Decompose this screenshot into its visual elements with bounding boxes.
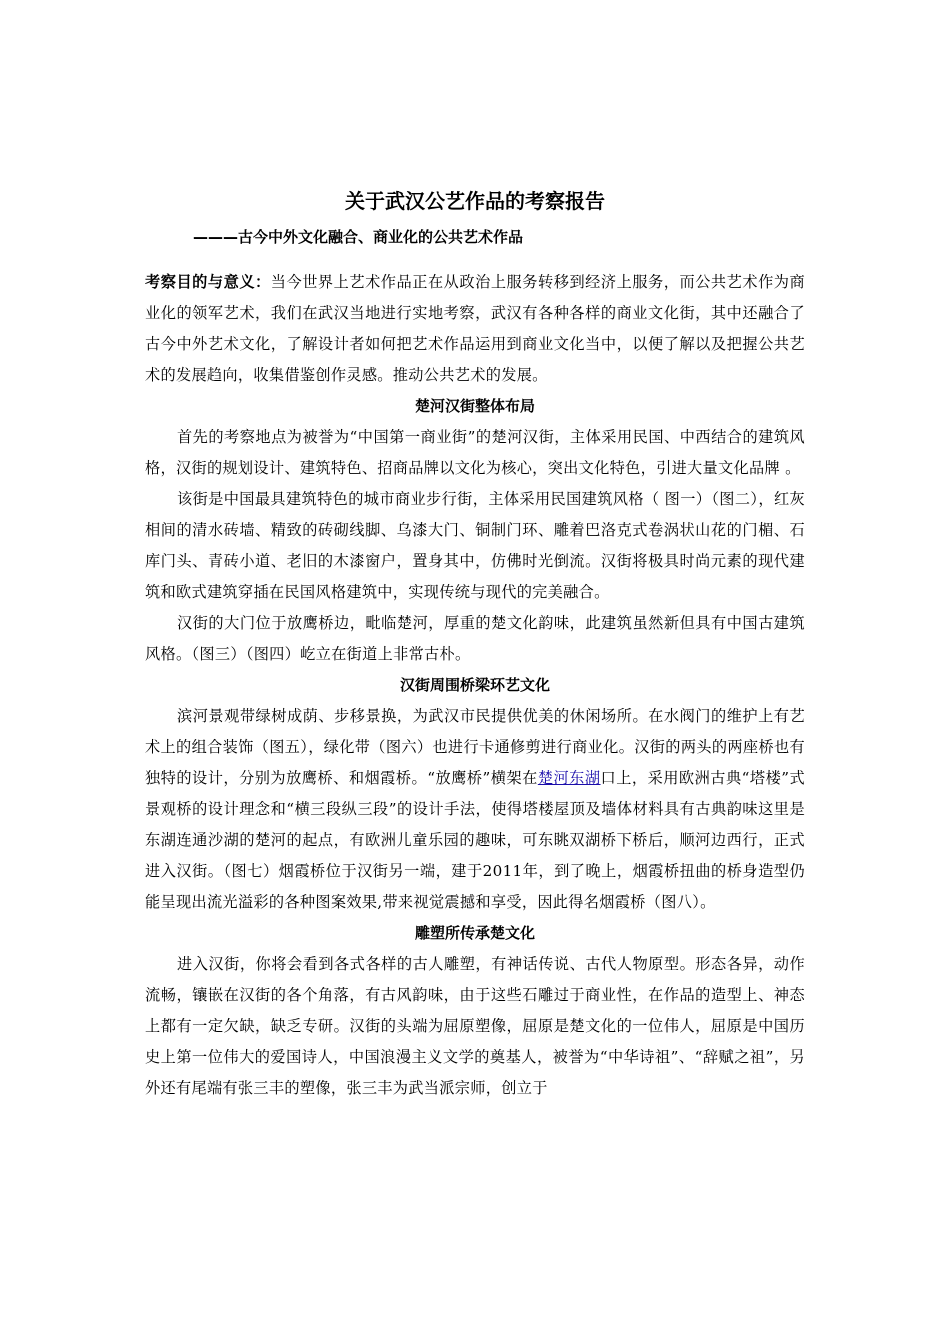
document-subtitle: ———古今中外文化融合、商业化的公共艺术作品 [193, 228, 524, 246]
chuhe-donghu-link[interactable]: 楚河东湖 [537, 769, 601, 787]
section1-paragraph-3: 汉街的大门位于放鹰桥边，毗临楚河，厚重的楚文化韵味，此建筑虽然新但具有中国古建筑风格。（图三）（图四）屹立在街道上非常古朴。 [145, 614, 805, 663]
purpose-paragraph [145, 267, 805, 391]
purpose-label: 考察目的与意义： [145, 273, 271, 291]
section2-paragraph-1 [145, 701, 805, 918]
section1-paragraph-1: 首先的考察地点为被誉为“中国第一商业街”的楚河汉街，主体采用民国、中西结合的建筑风格，汉街的规划设计、建筑特色、招商品牌以文化为核心，突出文化特色，引进大量文化品牌 。 [145, 428, 805, 477]
section2-text-before-link: 滨河景观带绿树成荫、步移景换，为武汉市民提供优美的休闲场所。在水阀门的维护上有艺术上的组合装饰（图五），绿化带（图六）也进行卡通修剪进行商业化。汉街的两头的两座桥也有独特的设计，分别为放鹰桥、和烟霞桥。“放鹰桥”横架在 [145, 707, 805, 787]
document-title: 关于武汉公艺作品的考察报告 [345, 189, 605, 213]
purpose-text: 当今世界上艺术作品正在从政治上服务转移到经济上服务，而公共艺术作为商业化的领军艺术，我们在武汉当地进行实地考察，武汉有各种各样的商业文化街，其中还融合了古今中外艺术文化，了解设计者如何把艺术作品运用到商业文化当中，以便了解以及把握公共艺术的发展趋向，收集借鉴创作灵感。推动公共艺术的发展。 [145, 273, 805, 384]
section2-text-after-link: 口上，采用欧洲古典“塔楼”式景观桥的设计理念和“横三段纵三段”的设计手法，使得塔楼屋顶及墙体材料具有古典韵味这里是东湖连通沙湖的楚河的起点，有欧洲儿童乐园的趣味，可东眺双湖桥下桥后，顺河边西行，正式进入汉街。（图七）烟霞桥位于汉街另一端，建于2011年，到了晚上，烟霞桥扭曲的桥身造型仍能呈现出流光溢彩的各种图案效果,带来视觉震撼和享受，因此得名烟霞桥（图八）。 [145, 769, 805, 911]
document-page [145, 186, 805, 1104]
section-heading-layout: 楚河汉街整体布局 [414, 397, 535, 415]
section3-paragraph-1: 进入汉街，你将会看到各式各样的古人雕塑，有神话传说、古代人物原型。形态各异，动作流畅，镶嵌在汉街的各个角落，有古风韵味，由于这些石雕过于商业性，在作品的造型上、神态上都有一定欠缺，缺乏专研。汉街的头端为屈原塑像，屈原是楚文化的一位伟人，屈原是中国历史上第一位伟大的爱国诗人，中国浪漫主义文学的奠基人，被誉为“中华诗祖”、“辞赋之祖”，另外还有尾端有张三丰的塑像，张三丰为武当派宗师，创立于 [145, 955, 805, 1097]
section-heading-sculpture: 雕塑所传承楚文化 [414, 924, 535, 942]
section1-paragraph-2: 该街是中国最具建筑特色的城市商业步行街，主体采用民国建筑风格（ 图一）（图二），红灰相间的清水砖墙、精致的砖砌线脚、乌漆大门、铜制门环、雕着巴洛克式卷涡状山花的门楣、石库门头、青砖小道、老旧的木漆窗户，置身其中，仿佛时光倒流。汉街将极具时尚元素的现代建筑和欧式建筑穿插在民国风格建筑中，实现传统与现代的完美融合。 [145, 490, 805, 601]
section-heading-bridges: 汉街周围桥梁环艺文化 [399, 676, 550, 694]
